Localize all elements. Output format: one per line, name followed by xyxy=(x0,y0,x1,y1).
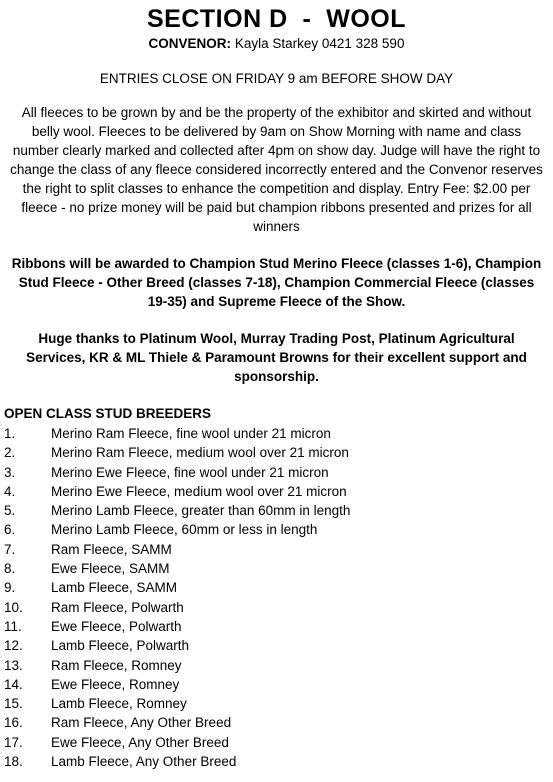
class-number: 13. xyxy=(4,657,23,673)
class-number: 14. xyxy=(4,676,23,692)
class-number: 1. xyxy=(4,426,16,441)
rules-paragraph: All fleeces to be grown by and be the property of the exhibitor and skirted and without belly wool. Fleeces to be delivered by 9am on Show Morning with name and class number clearly marked and collected after 4pm on show day. Judge will have the right to change the class of any fleece considered incorrectly entered and the Convenor reserves the right to split classes to enhance the competition and display. Entry Fee: $2.00 per fleece - no prize money will be paid but champion ribbons presented and prizes for all winners xyxy=(10,105,543,234)
class-list-item xyxy=(4,443,553,462)
class-list-item xyxy=(4,540,553,559)
class-number: 12. xyxy=(4,638,23,654)
class-list-item xyxy=(4,501,553,520)
class-list-item xyxy=(4,733,553,752)
class-number: 5. xyxy=(4,503,16,519)
class-name: Merino Ram Fleece, medium wool over 21 micron xyxy=(51,445,349,461)
class-number: 6. xyxy=(4,522,16,538)
class-name: Ewe Fleece, Polwarth xyxy=(51,618,182,634)
class-list-item xyxy=(4,694,553,713)
class-name: Merino Lamb Fleece, 60mm or less in length xyxy=(51,522,318,538)
class-name: Ram Fleece, Romney xyxy=(51,657,182,673)
class-name: Ram Fleece, Any Other Breed xyxy=(51,715,232,731)
class-number: 18. xyxy=(4,754,23,770)
class-list-item xyxy=(4,713,553,732)
convenor-line xyxy=(0,35,553,52)
class-name: Lamb Fleece, SAMM xyxy=(51,580,178,596)
section-title: SECTION D - WOOL xyxy=(147,5,406,33)
class-list-item xyxy=(4,559,553,578)
class-number: 15. xyxy=(4,696,23,712)
class-list-item xyxy=(4,482,553,501)
class-name: Ewe Fleece, Any Other Breed xyxy=(51,734,229,750)
class-name: Ram Fleece, Polwarth xyxy=(51,599,184,615)
class-list-item xyxy=(4,752,553,771)
class-number: 7. xyxy=(4,541,16,557)
class-name: Merino Ewe Fleece, fine wool under 21 micron xyxy=(51,464,329,480)
class-list-item xyxy=(4,617,553,636)
class-number: 17. xyxy=(4,734,23,750)
class-name: Lamb Fleece, Polwarth xyxy=(51,638,190,654)
class-name: Lamb Fleece, Any Other Breed xyxy=(51,754,237,770)
class-list-item xyxy=(4,675,553,694)
class-number: 8. xyxy=(4,561,16,577)
class-number: 4. xyxy=(4,483,16,499)
class-number: 10. xyxy=(4,599,23,615)
class-name: Merino Lamb Fleece, greater than 60mm in length xyxy=(51,503,351,519)
class-name: Ewe Fleece, Romney xyxy=(51,676,180,692)
entries-close-notice: ENTRIES CLOSE ON FRIDAY 9 am BEFORE SHOW DAY xyxy=(99,71,454,86)
class-number: 3. xyxy=(4,464,16,480)
ribbons-paragraph: Ribbons will be awarded to Champion Stud Merino Fleece (classes 1-6), Champion Stud Fleece - Other Breed (classes 7-18), Champion Commercial Fleece (classes 19-35) and Supreme Fleece of the Show. xyxy=(11,256,542,309)
class-name: Merino Ram Fleece, fine wool under 21 micron xyxy=(51,426,331,441)
class-list-item xyxy=(4,598,553,617)
class-name: Merino Ewe Fleece, medium wool over 21 micron xyxy=(51,483,347,499)
class-list xyxy=(0,424,553,771)
class-list-item xyxy=(4,424,553,443)
class-name: Ram Fleece, SAMM xyxy=(51,541,172,557)
class-list-item xyxy=(4,578,553,597)
class-number: 9. xyxy=(4,580,16,596)
class-list-item xyxy=(4,520,553,539)
class-name: Lamb Fleece, Romney xyxy=(51,696,187,712)
class-number: 11. xyxy=(4,618,22,634)
convenor-value: Kayla Starkey 0421 328 590 xyxy=(234,36,405,51)
class-list-item xyxy=(4,463,553,482)
class-number: 2. xyxy=(4,445,16,461)
convenor-label: CONVENOR: xyxy=(148,36,232,51)
class-name: Ewe Fleece, SAMM xyxy=(51,561,170,577)
class-number: 16. xyxy=(4,715,23,731)
class-list-item xyxy=(4,656,553,675)
open-class-heading: OPEN CLASS STUD BREEDERS xyxy=(4,406,212,421)
class-list-item xyxy=(4,636,553,655)
sponsor-thanks-paragraph: Huge thanks to Platinum Wool, Murray Trading Post, Platinum Agricultural Services, KR & ML Thiele & Paramount Browns for their excellent support and sponsorship. xyxy=(26,331,527,384)
